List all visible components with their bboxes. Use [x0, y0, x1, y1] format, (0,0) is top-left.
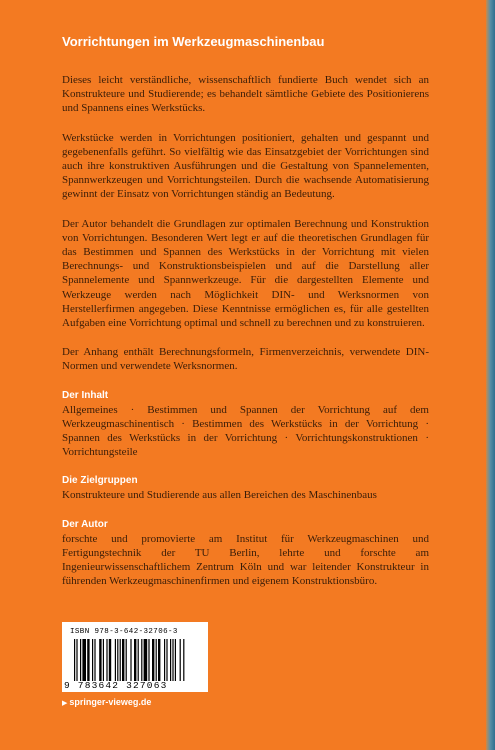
barcode-box	[62, 622, 208, 692]
author-approach-paragraph: Der Autor behandelt die Grundlagen zur optimalen Berechnung und Konstruktion von Vorrichtungen. Besonderen Wert legt er auf die theoretischen Grundlagen für das Bestimmen und Spannen des Werkstücks in der Vorrichtung mit vielen Berechnungs- und Konstruktionsbeispielen und auf die Darstellung aller Spannelemente und Spannwerkzeuge. Für die dargestellten Elemente und Werkzeuge werden nach Möglichkeit DIN- und Werksnormen von Herstellerfirmen angegeben. Diese Kenntnisse ermöglichen es, für alle gestellten Aufgaben eine Vorrichtung optimal und schnell zu berechnen und zu konstruieren.	[62, 217, 429, 330]
barcode-bar	[109, 639, 111, 681]
barcode-bar	[158, 639, 160, 681]
barcode-bar	[99, 639, 101, 681]
barcode-bar	[134, 639, 136, 681]
contents-text: Allgemeines · Bestimmen und Spannen der Vorrichtung auf dem Werkzeugmaschinentisch · Bestimmen des Werkstücks in der Vorrichtung · Spannen des Werkstücks in der Vorrichtung · Vorrichtungskonstruktionen · Vorrichtungsteile	[62, 403, 429, 459]
publisher-url: springer-vieweg.de	[69, 697, 152, 707]
publisher-link[interactable]	[62, 697, 151, 707]
contents-section	[62, 389, 429, 460]
barcode-bar	[82, 639, 86, 681]
barcode-bar	[106, 639, 107, 681]
barcode-bar	[183, 639, 184, 681]
barcode-bar	[172, 639, 173, 681]
target-groups-section	[62, 474, 429, 502]
barcode-bar	[164, 639, 165, 681]
barcode-bar	[138, 639, 139, 681]
barcode-bar	[80, 639, 81, 681]
isbn-label: ISBN 978-3-642-32706-3	[70, 628, 178, 636]
barcode-bar	[144, 639, 148, 681]
author-heading: Der Autor	[62, 518, 108, 530]
appendix-paragraph: Der Anhang enthält Berechnungsformeln, Firmenverzeichnis, verwendete DIN-Normen und verwendete Werksnormen.	[62, 346, 429, 373]
barcode-bar	[94, 639, 95, 681]
intro-paragraph: Dieses leicht verständliche, wissenschaftlich fundierte Buch wendet sich an Konstrukteure und Studierende; es behandelt sämtliche Gebiete des Positionierens und Spannens eines Werkstücks.	[62, 74, 429, 115]
barcode-bar	[130, 639, 131, 681]
barcode-bar	[92, 639, 93, 681]
barcode-bar	[180, 639, 181, 681]
barcode-bar	[74, 639, 75, 681]
target-groups-heading: Die Zielgruppen	[62, 475, 138, 487]
barcode-bar	[170, 639, 171, 681]
barcode-bar	[115, 639, 116, 681]
barcode-bar	[76, 639, 77, 681]
barcode-bar	[148, 639, 149, 681]
barcode-icon	[74, 639, 198, 681]
barcode-bar	[120, 639, 121, 681]
barcode-bar	[126, 639, 127, 681]
barcode-bar	[166, 639, 167, 681]
barcode-bar	[141, 639, 142, 681]
contents-heading: Der Inhalt	[62, 389, 109, 401]
barcode-bar	[122, 639, 124, 681]
arrow-right-icon: ▶	[62, 700, 68, 707]
description-paragraph: Werkstücke werden in Vorrichtungen positioniert, gehalten und gespannt und gegebenenfalls geführt. So vielfältig wie das Einsatzgebiet der Vorrichtungen sind auch ihre konstruktiven Ausführungen und die Gestaltung von Spannelementen, Spannwerkzeugen und Vorrichtungsteilen. Durch die wachsende Automatisierung gewinnt der Einsatz von Vorrichtungen ständig an Bedeutung.	[62, 131, 429, 201]
author-text: forschte und promovierte am Institut für Werkzeugmaschinen und Fertigungstechnik der TU Berlin, lehrte und forschte am Ingenieurwissenschaftlichem Zentrum Köln und war leitender Konstrukteur in führenden Werkzeugmaschinenfirmen und eigenem Konstruktionsbüro.	[62, 532, 429, 588]
cover-edge-strip	[486, 0, 495, 750]
author-section	[62, 518, 429, 589]
back-cover-text	[62, 73, 429, 603]
barcode-bar	[117, 639, 118, 681]
target-groups-text: Konstrukteure und Studierende aus allen Bereichen des Maschinenbaus	[62, 489, 377, 502]
barcode-bar	[156, 639, 157, 681]
barcode-bar	[175, 639, 176, 681]
book-title: Vorrichtungen im Werkzeugmaschinenbau	[62, 34, 325, 49]
ean-number: 9 783642 327063	[64, 680, 168, 691]
barcode-bar	[152, 639, 154, 681]
barcode-bar	[87, 639, 89, 681]
barcode-bar	[103, 639, 104, 681]
